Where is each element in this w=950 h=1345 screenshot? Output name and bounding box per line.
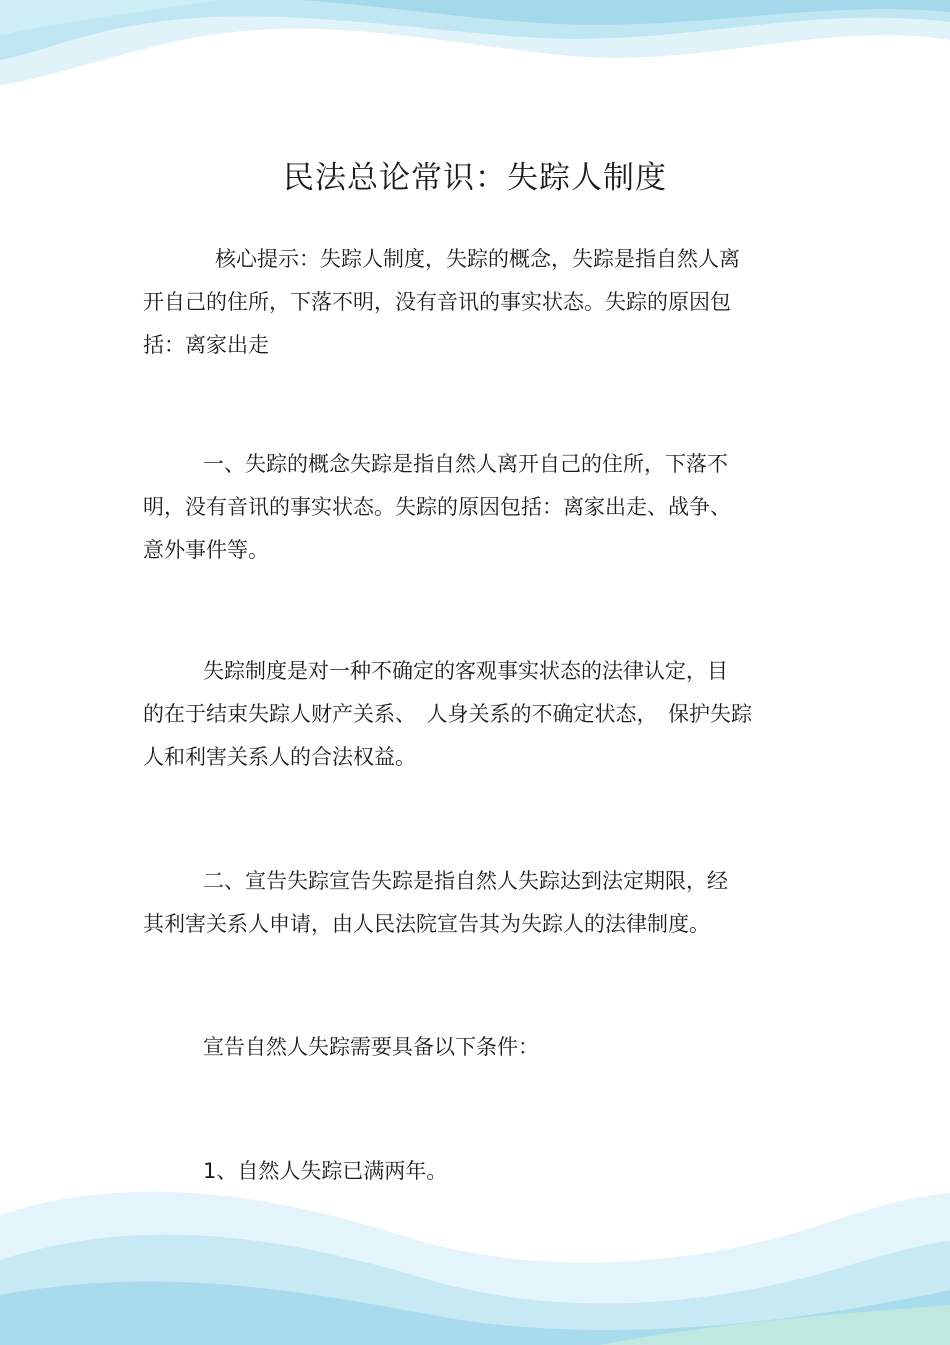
text-line: 人和利害关系人的合法权益。 [143,745,416,769]
paragraph-core-tip [143,238,803,367]
text-line: 宣告自然人失踪需要具备以下条件： [203,1035,539,1059]
text-line: 1、自然人失踪已满两年。 [203,1159,448,1183]
top-wave-decoration [0,0,950,120]
text-line: 括：离家出走 [143,333,269,357]
text-line: 开自己的住所，下落不明，没有音讯的事实状态。失踪的原因包 [143,290,731,314]
text-line: 其利害关系人申请，由人民法院宣告其为失踪人的法律制度。 [143,912,710,936]
text-line: 二、宣告失踪宣告失踪是指自然人失踪达到法定期限，经 [203,869,728,893]
paragraph-conditions-intro [143,1026,803,1069]
paragraph-declaration [143,860,803,946]
paragraph-system [143,650,803,779]
text-line: 意外事件等。 [143,538,269,562]
paragraph-concept [143,443,803,572]
document-title: 民法总论常识：失踪人制度 [283,160,667,196]
text-line: 明，没有音讯的事实状态。失踪的原因包括：离家出走、战争、 [143,495,731,519]
text-line: 失踪制度是对一种不确定的客观事实状态的法律认定，目 [203,659,728,683]
text-line: 的在于结束失踪人财产关系、 人身关系的不确定状态， 保护失踪 [143,702,752,726]
text-line: 核心提示：失踪人制度，失踪的概念，失踪是指自然人离 [215,247,740,271]
paragraph-condition-1 [143,1150,803,1193]
text-line: 一、失踪的概念失踪是指自然人离开自己的住所，下落不 [203,452,728,476]
